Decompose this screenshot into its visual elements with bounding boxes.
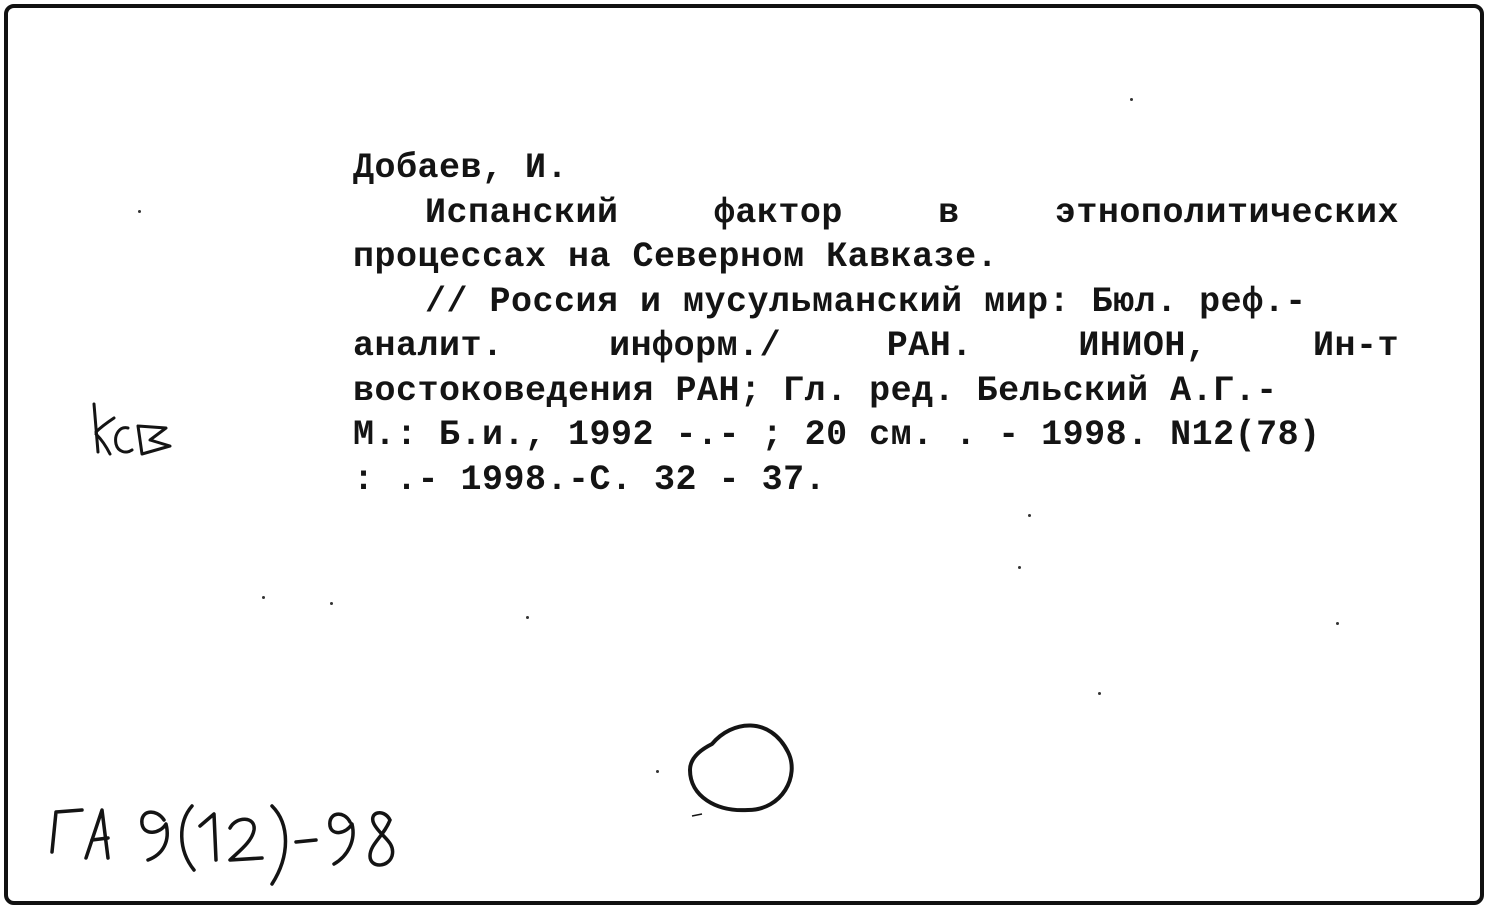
scan-speck <box>526 616 529 619</box>
circle-stamp <box>682 718 806 822</box>
bibliographic-entry <box>353 146 1399 502</box>
entry-title-line-1 <box>353 191 1399 236</box>
entry-imprint-line: М.: Б.и., 1992 -.- ; 20 см. . - 1998. N12(78) <box>353 415 1321 455</box>
scan-speck <box>1336 622 1339 625</box>
entry-source-line-1: // Россия и мусульманский мир: Бюл. реф.- <box>425 281 1307 322</box>
scan-speck <box>656 770 659 773</box>
scan-speck <box>330 602 333 605</box>
entry-source-line-2 <box>353 324 1399 369</box>
scan-speck <box>1018 566 1021 569</box>
entry-author: Добаев, И. <box>353 148 569 188</box>
entry-word: ИНИОН, <box>1078 326 1208 366</box>
scan-speck <box>1098 692 1101 695</box>
entry-word: Испанский <box>425 192 619 233</box>
scan-speck <box>262 596 265 599</box>
scan-speck <box>1130 98 1133 101</box>
entry-word: Ин-т <box>1312 326 1399 366</box>
entry-word: информ./ <box>609 326 782 366</box>
scan-speck <box>1028 514 1031 517</box>
entry-word: РАН. <box>886 326 973 366</box>
entry-word: фактор <box>713 192 843 233</box>
entry-source-line-3: востоковедения РАН; Гл. ред. Бельский А.Г.- <box>353 370 1278 411</box>
entry-word: этнополитических <box>1054 192 1399 233</box>
handwritten-kv-mark <box>88 398 178 468</box>
entry-word: аналит. <box>353 326 504 366</box>
entry-pages-line: : .- 1998.-С. 32 - 37. <box>353 459 827 500</box>
handwritten-shelf-mark <box>44 780 444 890</box>
entry-title-line-2: процессах на Северном Кавказе. <box>353 237 999 277</box>
entry-word: в <box>938 192 960 233</box>
scan-speck <box>138 210 141 213</box>
